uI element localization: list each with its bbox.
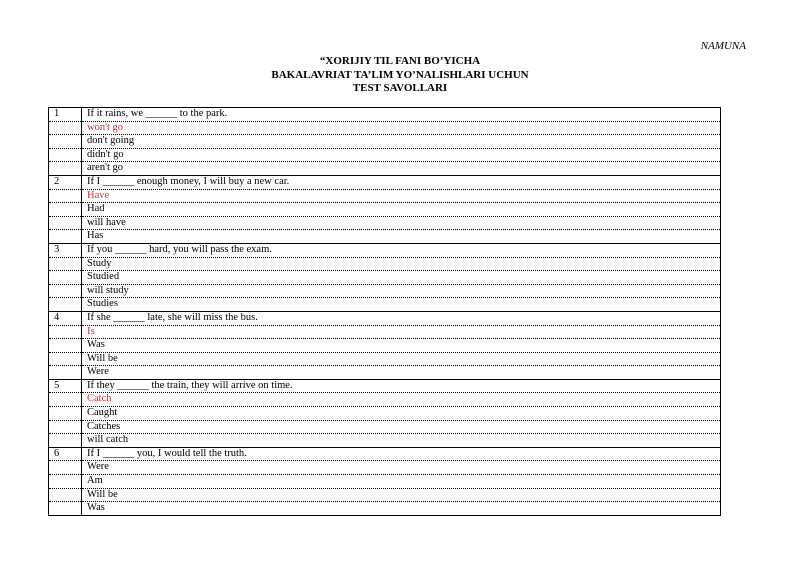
option-row	[49, 298, 721, 312]
option-row	[49, 352, 721, 366]
option-row	[49, 162, 721, 176]
answer-option: Were	[82, 366, 721, 380]
number-cell-empty	[49, 257, 82, 271]
question-row	[49, 175, 721, 189]
correct-option: Have	[82, 189, 721, 203]
option-row	[49, 135, 721, 149]
number-cell-empty	[49, 162, 82, 176]
number-cell-empty	[49, 216, 82, 230]
option-row	[49, 502, 721, 516]
title-line-1: “XORIJIY TIL FANI BO’YICHA	[319, 55, 481, 67]
answer-option: Has	[82, 230, 721, 244]
option-row	[49, 148, 721, 162]
number-cell-empty	[49, 488, 82, 502]
number-cell-empty	[49, 284, 82, 298]
option-row	[49, 366, 721, 380]
option-row	[49, 461, 721, 475]
test-questions-table	[48, 107, 721, 516]
option-row	[49, 271, 721, 285]
question-text: If she ______ late, she will miss the bus.	[82, 311, 721, 325]
title-line-2: BAKALAVRIAT TA’LIM YO’NALISHLARI UCHUN	[271, 68, 529, 81]
question-row	[49, 379, 721, 393]
answer-option: will study	[82, 284, 721, 298]
number-cell-empty	[49, 339, 82, 353]
question-number: 3	[49, 243, 82, 257]
option-row	[49, 189, 721, 203]
number-cell-empty	[49, 189, 82, 203]
answer-option: don't going	[82, 135, 721, 149]
question-number: 2	[49, 175, 82, 189]
question-number: 1	[49, 108, 82, 122]
question-number: 6	[49, 447, 82, 461]
number-cell-empty	[49, 203, 82, 217]
number-cell-empty	[49, 121, 82, 135]
answer-option: Am	[82, 475, 721, 489]
number-cell-empty	[49, 230, 82, 244]
option-row	[49, 230, 721, 244]
option-row	[49, 257, 721, 271]
number-cell-empty	[49, 366, 82, 380]
option-row	[49, 203, 721, 217]
question-text: If they ______ the train, they will arrive on time.	[82, 379, 721, 393]
number-cell-empty	[49, 298, 82, 312]
answer-option: Study	[82, 257, 721, 271]
option-row	[49, 407, 721, 421]
answer-option: Caught	[82, 407, 721, 421]
sample-marker: NAMUNA	[700, 40, 746, 52]
number-cell-empty	[49, 461, 82, 475]
option-row	[49, 420, 721, 434]
option-row	[49, 488, 721, 502]
option-row	[49, 434, 721, 448]
answer-option: Will be	[82, 352, 721, 366]
answer-option: Studies	[82, 298, 721, 312]
number-cell-empty	[49, 434, 82, 448]
question-text: If I ______ you, I would tell the truth.	[82, 447, 721, 461]
answer-option: Studied	[82, 271, 721, 285]
answer-option: Will be	[82, 488, 721, 502]
option-row	[49, 339, 721, 353]
number-cell-empty	[49, 502, 82, 516]
option-row	[49, 475, 721, 489]
answer-option: will have	[82, 216, 721, 230]
answer-option: Was	[82, 339, 721, 353]
question-text: If I ______ enough money, I will buy a new car.	[82, 175, 721, 189]
number-cell-empty	[49, 148, 82, 162]
answer-option: Had	[82, 203, 721, 217]
question-row	[49, 311, 721, 325]
document-title	[0, 55, 800, 96]
question-text: If it rains, we ______ to the park.	[82, 108, 721, 122]
correct-option: Catch	[82, 393, 721, 407]
answer-option: Was	[82, 502, 721, 516]
question-number: 4	[49, 311, 82, 325]
answer-option: didn't go	[82, 148, 721, 162]
question-number: 5	[49, 379, 82, 393]
question-row	[49, 447, 721, 461]
title-line-3: TEST SAVOLLARI	[352, 82, 448, 94]
answer-option: Catches	[82, 420, 721, 434]
correct-option: Is	[82, 325, 721, 339]
number-cell-empty	[49, 271, 82, 285]
question-row	[49, 243, 721, 257]
option-row	[49, 216, 721, 230]
number-cell-empty	[49, 352, 82, 366]
number-cell-empty	[49, 420, 82, 434]
option-row	[49, 393, 721, 407]
question-text: If you ______ hard, you will pass the exam.	[82, 243, 721, 257]
answer-option: will catch	[82, 434, 721, 448]
answer-option: aren't go	[82, 162, 721, 176]
answer-option: Were	[82, 461, 721, 475]
number-cell-empty	[49, 393, 82, 407]
number-cell-empty	[49, 475, 82, 489]
number-cell-empty	[49, 325, 82, 339]
option-row	[49, 284, 721, 298]
number-cell-empty	[49, 135, 82, 149]
option-row	[49, 325, 721, 339]
question-row	[49, 108, 721, 122]
option-row	[49, 121, 721, 135]
correct-option: won't go	[82, 121, 721, 135]
number-cell-empty	[49, 407, 82, 421]
